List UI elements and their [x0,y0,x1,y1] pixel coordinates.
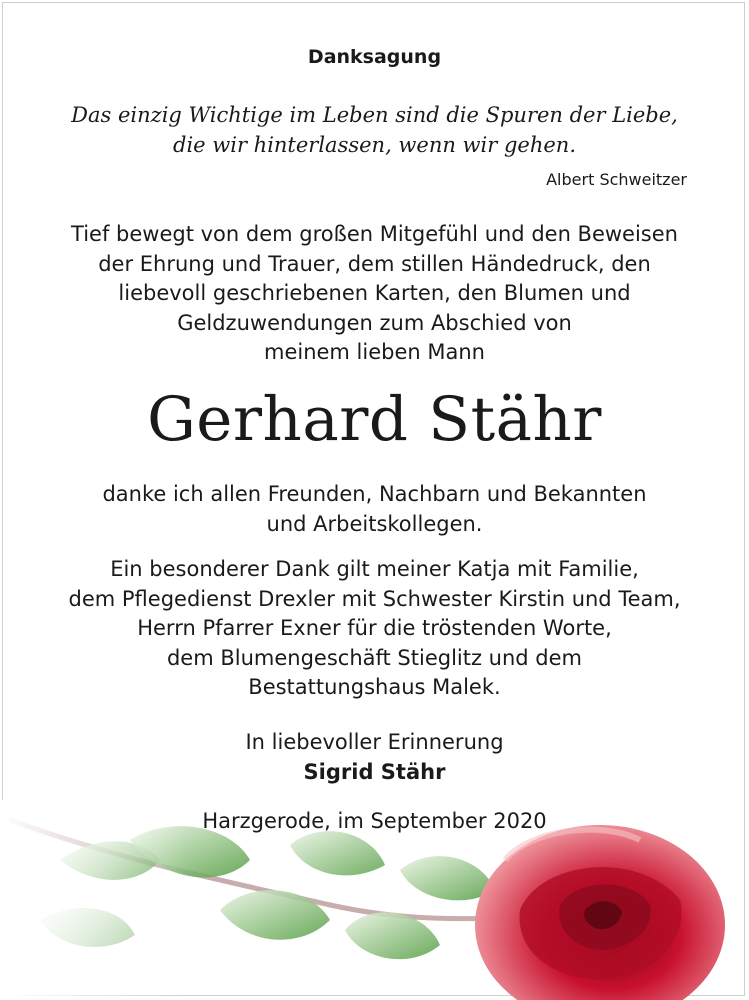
quote-line: die wir hinterlassen, wenn wir gehen. [173,133,576,157]
paragraph-line: Bestattungshaus Malek. [248,675,501,699]
paragraph-line: liebevoll geschriebenen Karten, den Blumen und [118,281,631,305]
paragraph-line: Geldzuwendungen zum Abschied von [177,310,572,335]
paragraph-line: dem Pflegedienst Drexler mit Schwester Kirstin und Team, [68,586,681,611]
quote-author: Albert Schweitzer [546,170,687,189]
deceased-name: Gerhard Stähr [147,384,602,455]
signer-name: Sigrid Stähr [303,759,446,784]
paragraph-line: der Ehrung und Trauer, dem stillen Händedruck, den [98,251,651,276]
closing-line: In liebevoller Erinnerung [245,730,504,754]
special-thanks-paragraph [0,555,749,703]
notice-heading: Danksagung [307,46,442,68]
quote-line: Das einzig Wichtige im Leben sind die Spuren der Liebe, [71,103,678,127]
paragraph-line: Tief bewegt von dem großen Mitgefühl und den Beweisen [71,222,678,246]
quote [30,100,719,160]
paragraph-line: Herrn Pfarrer Exner für die tröstenden Worte, [137,616,612,640]
paragraph-line: dem Blumengeschäft Stieglitz und dem [166,645,583,670]
place-date: Harzgerode, im September 2020 [202,809,547,833]
paragraph-line: danke ich allen Freunden, Nachbarn und Bekannten [102,482,647,506]
gratitude-paragraph [0,480,749,539]
closing-block [0,728,749,787]
paragraph-line: und Arbeitskollegen. [266,511,483,536]
thanks-paragraph [0,220,749,368]
paragraph-line: Ein besonderer Dank gilt meiner Katja mit Familie, [110,557,639,581]
paragraph-line: meinem lieben Mann [263,340,485,364]
